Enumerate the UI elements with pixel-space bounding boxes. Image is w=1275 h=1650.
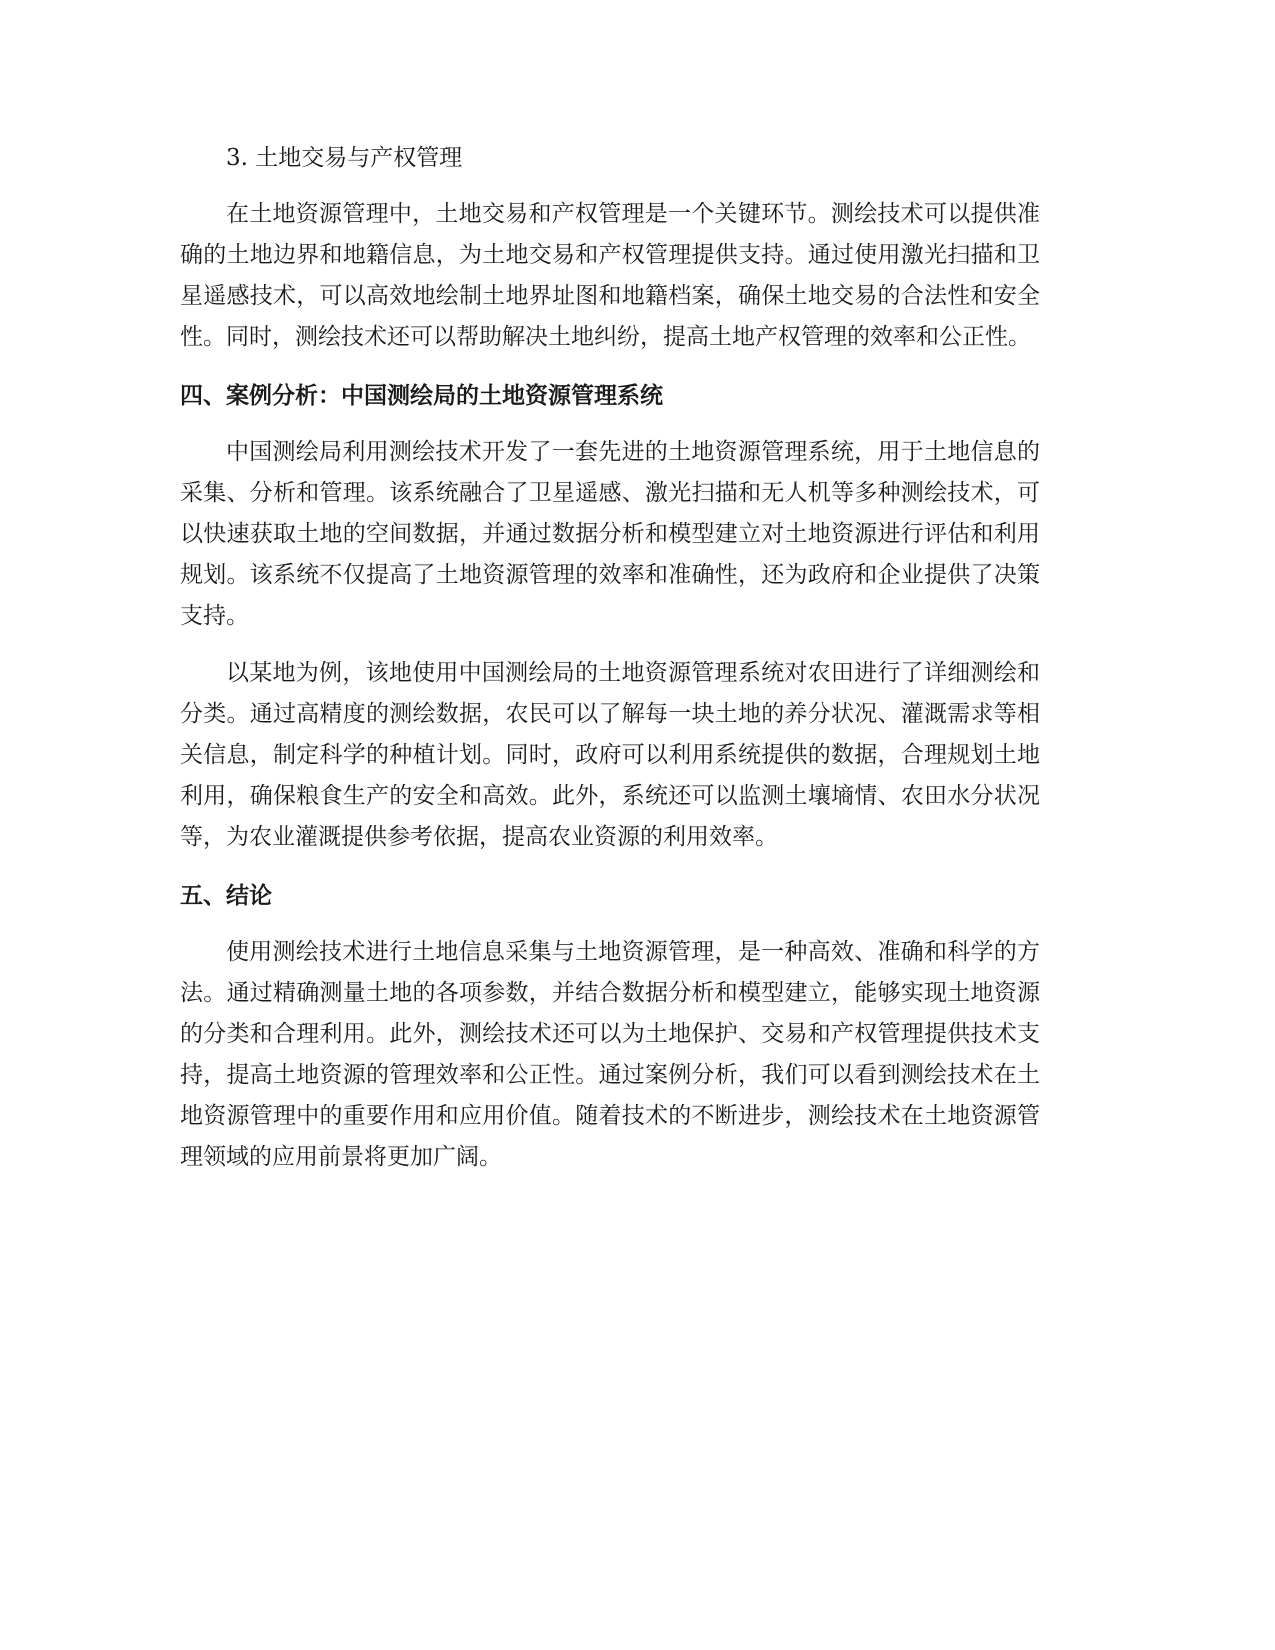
section-5-title: 五、结论 bbox=[180, 883, 272, 909]
section-5-paragraph: 使用测绘技术进行土地信息采集与土地资源管理，是一种高效、准确和科学的方法。通过精确测量土地的各项参数，并结合数据分析和模型建立，能够实现土地资源的分类和合理利用。此外，测绘技术还可以为土地保护、交易和产权管理提供技术支持，提高土地资源的管理效率和公正性。通过案例分析，我们可以看到测绘技术在土地资源管理中的重要作用和应用价值。随着技术的不断进步，测绘技术在土地资源管理领域的应用前景将更加广阔。 bbox=[180, 939, 1040, 1170]
subsection-3-title: 3. 土地交易与产权管理 bbox=[226, 145, 463, 171]
document-body bbox=[180, 138, 1040, 1194]
section-4-paragraph-1: 中国测绘局利用测绘技术开发了一套先进的土地资源管理系统，用于土地信息的采集、分析和管理。该系统融合了卫星遥感、激光扫描和无人机等多种测绘技术，可以快速获取土地的空间数据，并通过数据分析和模型建立对土地资源进行评估和利用规划。该系统不仅提高了土地资源管理的效率和准确性，还为政府和企业提供了决策支持。 bbox=[180, 439, 1040, 629]
section-4-paragraph-2: 以某地为例，该地使用中国测绘局的土地资源管理系统对农田进行了详细测绘和分类。通过高精度的测绘数据，农民可以了解每一块土地的养分状况、灌溉需求等相关信息，制定科学的种植计划。同时，政府可以利用系统提供的数据，合理规划土地利用，确保粮食生产的安全和高效。此外，系统还可以监测土壤墒情、农田水分状况等，为农业灌溉提供参考依据，提高农业资源的利用效率。 bbox=[180, 660, 1040, 850]
subsection-3-paragraph: 在土地资源管理中，土地交易和产权管理是一个关键环节。测绘技术可以提供准确的土地边界和地籍信息，为土地交易和产权管理提供支持。通过使用激光扫描和卫星遥感技术，可以高效地绘制土地界址图和地籍档案，确保土地交易的合法性和安全性。同时，测绘技术还可以帮助解决土地纠纷，提高土地产权管理的效率和公正性。 bbox=[180, 201, 1040, 350]
section-4-title: 四、案例分析：中国测绘局的土地资源管理系统 bbox=[180, 383, 663, 409]
